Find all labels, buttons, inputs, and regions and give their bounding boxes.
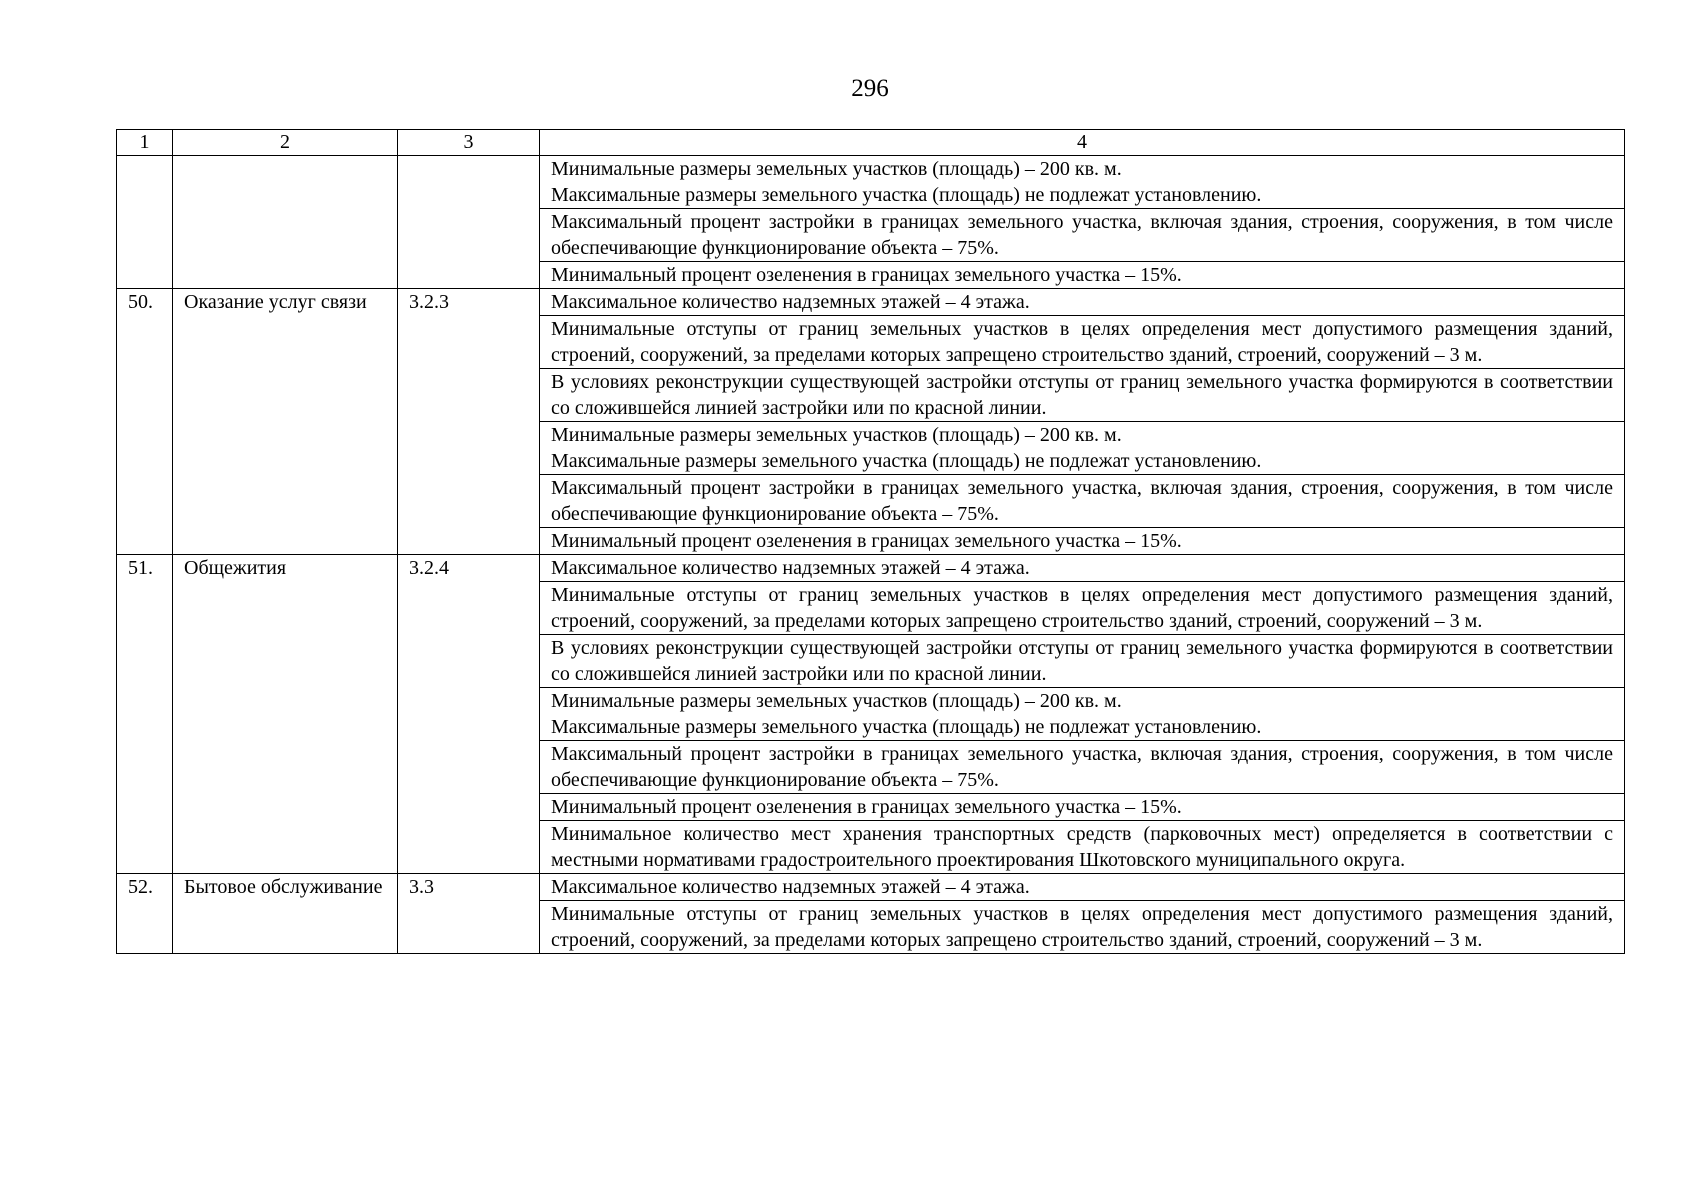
requirement-cell xyxy=(540,741,1625,794)
requirement-cell xyxy=(540,688,1625,741)
entry-name: Оказание услуг связи xyxy=(173,289,398,555)
requirement-cell xyxy=(540,635,1625,688)
requirement-cell xyxy=(540,901,1625,954)
column-number-header-row xyxy=(117,130,1625,156)
column-number-cell: 2 xyxy=(173,130,398,156)
entry-code: 3.3 xyxy=(398,874,540,954)
column-number-cell: 1 xyxy=(117,130,173,156)
requirement-text: Минимальный процент озеленения в границах земельного участка – 15%. xyxy=(551,264,1182,286)
requirement-text: Минимальные отступы от границ земельных участков в целях определения мест допустимого размещения зданий, строений, сооружений, за пределами которых запрещено строительство зданий, строений, сооружений – 3 м. xyxy=(551,903,1613,951)
requirement-text: Максимальные размеры земельного участка (площадь) не подлежат установлению. xyxy=(551,450,1262,472)
entry-name-cell xyxy=(173,156,398,289)
requirement-text: Минимальные отступы от границ земельных участков в целях определения мест допустимого размещения зданий, строений, сооружений, за пределами которых запрещено строительство зданий, строений, сооружений – 3 м. xyxy=(551,584,1613,632)
entry-number: 52. xyxy=(117,874,173,954)
table-body xyxy=(117,130,1625,954)
requirement-cell xyxy=(540,156,1625,209)
requirement-text: В условиях реконструкции существующей застройки отступы от границ земельного участка формируются в соответствии со сложившейся линией застройки или по красной линии. xyxy=(551,371,1613,419)
requirement-cell xyxy=(540,209,1625,262)
table-row xyxy=(117,874,1625,901)
requirement-cell xyxy=(540,794,1625,821)
requirement-text: Максимальные размеры земельного участка (площадь) не подлежат установлению. xyxy=(551,716,1262,738)
requirement-text: Минимальные размеры земельных участков (площадь) – 200 кв. м. xyxy=(551,424,1122,446)
requirement-cell xyxy=(540,874,1625,901)
land-use-regulations-table xyxy=(116,129,1625,954)
requirement-text: Минимальный процент озеленения в границах земельного участка – 15%. xyxy=(551,796,1182,818)
table-row xyxy=(117,555,1625,582)
requirement-cell xyxy=(540,475,1625,528)
requirement-cell xyxy=(540,582,1625,635)
requirement-cell xyxy=(540,821,1625,874)
requirement-text: Минимальные размеры земельных участков (площадь) – 200 кв. м. xyxy=(551,158,1122,180)
page-number: 296 xyxy=(851,75,889,102)
requirement-cell xyxy=(540,316,1625,369)
entry-code-cell xyxy=(398,156,540,289)
continuation-row xyxy=(117,156,1625,209)
entry-name: Общежития xyxy=(173,555,398,874)
requirement-text: Максимальное количество надземных этажей – 4 этажа. xyxy=(551,557,1030,579)
entry-number: 51. xyxy=(117,555,173,874)
entry-code: 3.2.3 xyxy=(398,289,540,555)
requirement-text: Максимальный процент застройки в границах земельного участка, включая здания, строения, сооружения, в том числе обеспечивающие функционирование объекта – 75%. xyxy=(551,477,1613,525)
entry-name: Бытовое обслуживание xyxy=(173,874,398,954)
requirement-text: Минимальные отступы от границ земельных участков в целях определения мест допустимого размещения зданий, строений, сооружений, за пределами которых запрещено строительство зданий, строений, сооружений – 3 м. xyxy=(551,318,1613,366)
requirement-cell xyxy=(540,369,1625,422)
requirement-text: Минимальное количество мест хранения транспортных средств (парковочных мест) определяется в соответствии с местными нормативами градостроительного проектирования Шкотовского муниципального округа. xyxy=(551,823,1613,871)
column-number-cell: 3 xyxy=(398,130,540,156)
requirement-text: Максимальное количество надземных этажей – 4 этажа. xyxy=(551,291,1030,313)
entry-number: 50. xyxy=(117,289,173,555)
requirement-cell xyxy=(540,422,1625,475)
requirement-text: Максимальный процент застройки в границах земельного участка, включая здания, строения, сооружения, в том числе обеспечивающие функционирование объекта – 75%. xyxy=(551,743,1613,791)
requirement-text: Максимальное количество надземных этажей – 4 этажа. xyxy=(551,876,1030,898)
requirement-cell xyxy=(540,262,1625,289)
requirement-text: В условиях реконструкции существующей застройки отступы от границ земельного участка формируются в соответствии со сложившейся линией застройки или по красной линии. xyxy=(551,637,1613,685)
requirement-cell xyxy=(540,289,1625,316)
requirement-text: Максимальный процент застройки в границах земельного участка, включая здания, строения, сооружения, в том числе обеспечивающие функционирование объекта – 75%. xyxy=(551,211,1613,259)
entry-code: 3.2.4 xyxy=(398,555,540,874)
column-number-cell: 4 xyxy=(540,130,1625,156)
requirement-text: Минимальные размеры земельных участков (площадь) – 200 кв. м. xyxy=(551,690,1122,712)
requirement-cell xyxy=(540,528,1625,555)
table-row xyxy=(117,289,1625,316)
requirement-text: Минимальный процент озеленения в границах земельного участка – 15%. xyxy=(551,530,1182,552)
requirement-cell xyxy=(540,555,1625,582)
entry-number-cell xyxy=(117,156,173,289)
requirement-text: Максимальные размеры земельного участка (площадь) не подлежат установлению. xyxy=(551,184,1262,206)
